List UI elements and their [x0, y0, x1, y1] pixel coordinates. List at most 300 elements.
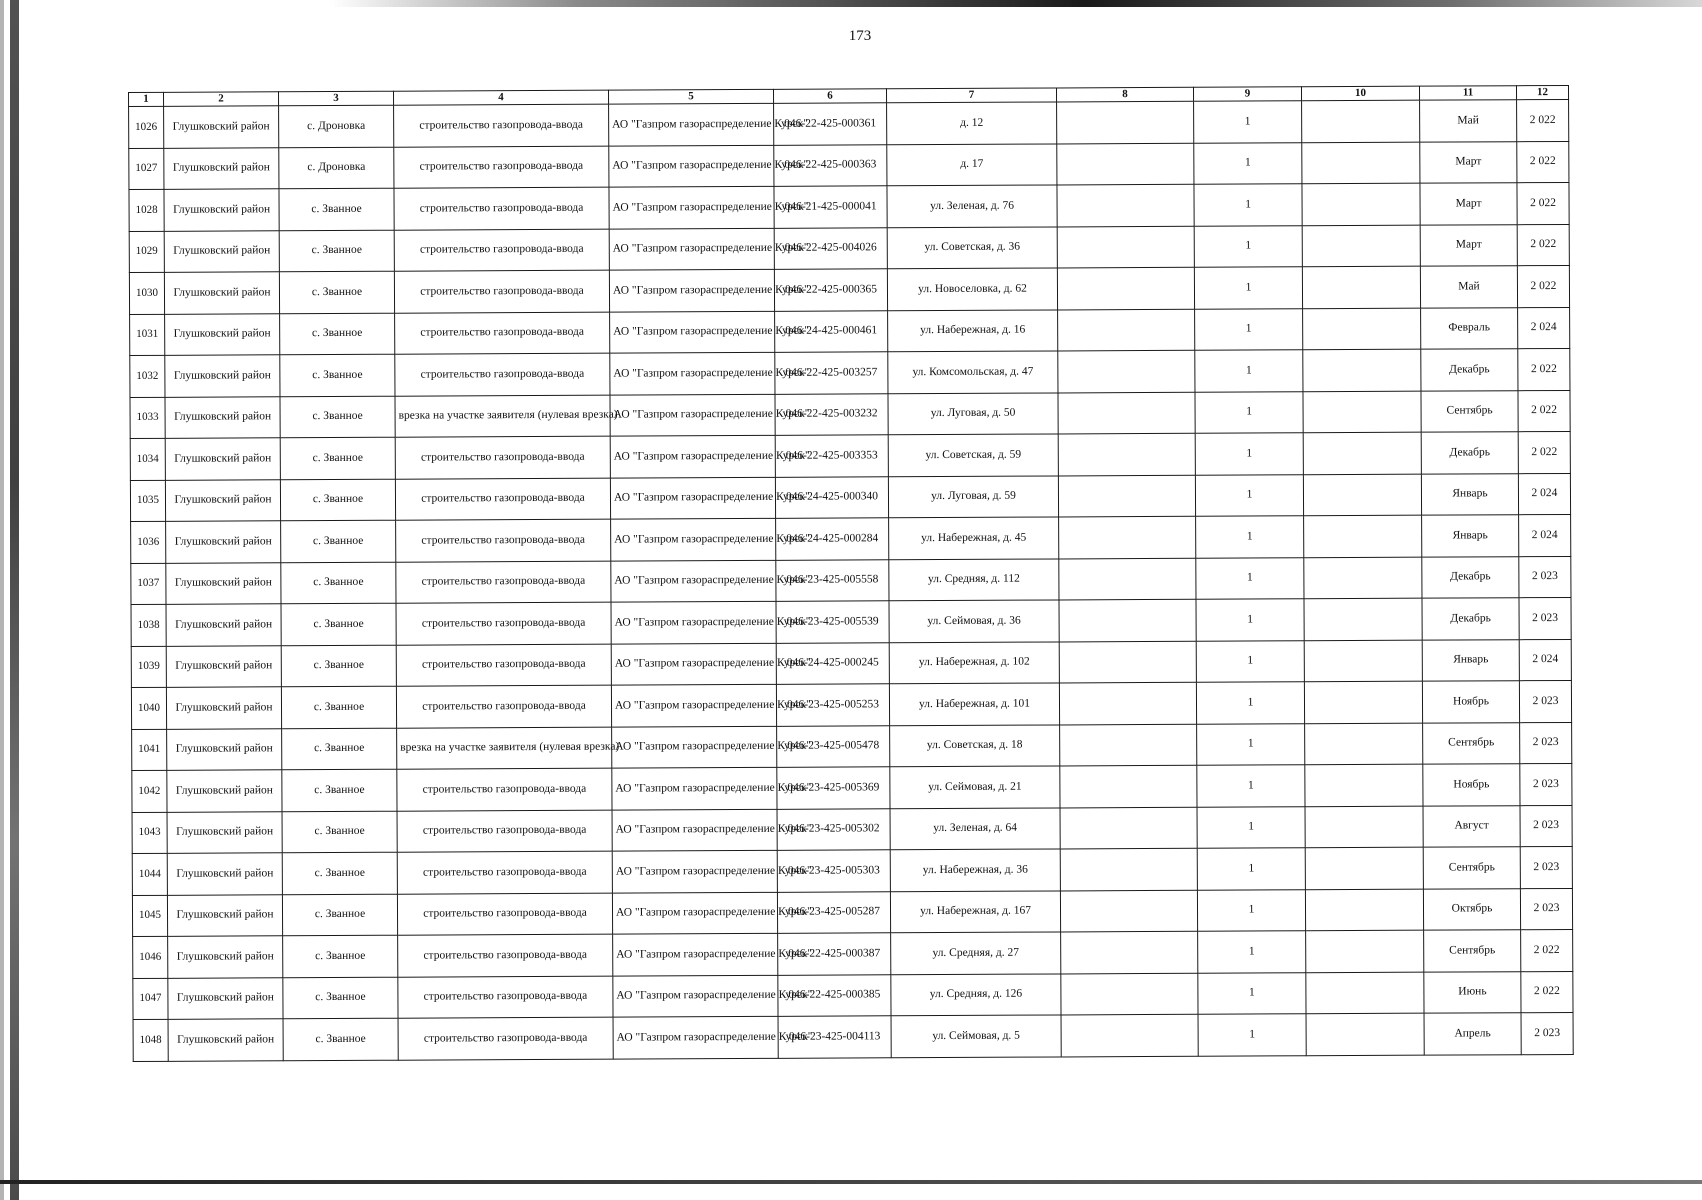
district-cell: Глушковский район	[168, 1019, 283, 1061]
district-cell: Глушковский район	[167, 811, 282, 853]
column-10-cell	[1305, 806, 1423, 848]
month-cell: Декабрь	[1422, 556, 1519, 598]
row-number-cell: 1027	[129, 148, 164, 190]
settlement-cell: с. Званное	[281, 686, 396, 728]
column-9-cell: 1	[1196, 557, 1304, 599]
column-9-cell: 1	[1195, 474, 1303, 516]
year-cell: 2 023	[1520, 763, 1572, 805]
column-9-cell: 1	[1195, 391, 1303, 433]
month-cell: Март	[1420, 141, 1517, 183]
row-number-cell: 1044	[132, 853, 167, 895]
year-cell: 2 024	[1519, 514, 1571, 556]
column-10-cell	[1303, 308, 1421, 350]
column-header: 9	[1193, 87, 1301, 102]
work-type-cell: строительство газопровода-ввода	[398, 934, 613, 977]
address-cell: ул. Набережная, д. 102	[889, 641, 1059, 683]
work-type-cell: строительство газопровода-ввода	[394, 270, 609, 313]
address-cell: ул. Набережная, д. 101	[889, 683, 1059, 725]
work-type-cell: строительство газопровода-ввода	[395, 436, 610, 479]
work-type-cell: строительство газопровода-ввода	[394, 229, 609, 272]
district-cell: Глушковский район	[166, 604, 281, 646]
month-cell: Июнь	[1424, 971, 1521, 1013]
work-type-cell: строительство газопровода-ввода	[395, 353, 610, 396]
month-cell: Май	[1420, 266, 1517, 308]
column-9-cell: 1	[1196, 640, 1304, 682]
table-row	[130, 473, 1570, 522]
column-8-cell	[1058, 392, 1195, 434]
work-type-cell: строительство газопровода-ввода	[396, 685, 611, 728]
column-10-cell	[1305, 723, 1423, 765]
organization-cell: АО "Газпром газораспределение Курск"	[609, 228, 774, 270]
column-9-cell: 1	[1197, 723, 1305, 765]
table-row	[132, 763, 1572, 812]
district-cell: Глушковский район	[165, 396, 280, 438]
year-cell: 2 023	[1519, 556, 1571, 598]
column-8-cell	[1058, 475, 1195, 517]
column-9-cell: 1	[1197, 889, 1305, 931]
organization-cell: АО "Газпром газораспределение Курск"	[612, 767, 777, 809]
scan-edge-left	[10, 0, 19, 1200]
work-type-cell: врезка на участке заявителя (нулевая врезка)	[395, 395, 610, 438]
year-cell: 2 023	[1520, 846, 1572, 888]
application-code-cell: 046-22-425-000385	[778, 974, 891, 1016]
district-cell: Глушковский район	[167, 894, 282, 936]
table-row	[131, 597, 1571, 646]
row-number-cell: 1043	[132, 812, 167, 854]
district-cell: Глушковский район	[167, 728, 282, 770]
work-type-cell: врезка на участке заявителя (нулевая врезка)	[397, 727, 612, 770]
work-type-cell: строительство газопровода-ввода	[396, 602, 611, 645]
organization-cell: АО "Газпром газораспределение Курск"	[609, 186, 774, 228]
column-9-cell: 1	[1195, 433, 1303, 475]
organization-cell: АО "Газпром газораспределение Курск"	[610, 477, 775, 519]
column-9-cell: 1	[1197, 848, 1305, 890]
column-10-cell	[1305, 847, 1423, 889]
application-code-cell: 046-21-425-000041	[774, 186, 887, 228]
year-cell: 2 022	[1518, 390, 1570, 432]
column-8-cell	[1059, 682, 1196, 724]
month-cell: Январь	[1422, 515, 1519, 557]
column-8-cell	[1057, 267, 1194, 309]
table-row	[131, 556, 1571, 605]
year-cell: 2 022	[1517, 99, 1569, 141]
work-type-cell: строительство газопровода-ввода	[397, 768, 612, 811]
month-cell: Декабрь	[1421, 432, 1518, 474]
district-cell: Глушковский район	[166, 521, 281, 563]
district-cell: Глушковский район	[168, 977, 283, 1019]
year-cell: 2 023	[1520, 805, 1572, 847]
row-number-cell: 1040	[131, 687, 166, 729]
row-number-cell: 1041	[132, 729, 167, 771]
column-8-cell	[1059, 641, 1196, 683]
month-cell: Январь	[1422, 639, 1519, 681]
organization-cell: АО "Газпром газораспределение Курск"	[611, 643, 776, 685]
address-cell: ул. Комсомольская, д. 47	[888, 351, 1058, 393]
column-8-cell	[1061, 931, 1198, 973]
application-code-cell: 046-23-425-005478	[777, 725, 890, 767]
column-9-cell: 1	[1196, 516, 1304, 558]
settlement-cell: с. Званное	[282, 852, 397, 894]
year-cell: 2 024	[1519, 639, 1571, 681]
column-10-cell	[1304, 681, 1422, 723]
settlement-cell: с. Дроновка	[279, 105, 394, 147]
column-header: 3	[279, 91, 394, 106]
work-type-cell: строительство газопровода-ввода	[398, 976, 613, 1019]
application-code-cell: 046-22-425-000361	[774, 103, 887, 145]
column-10-cell	[1305, 764, 1423, 806]
row-number-cell: 1028	[129, 189, 164, 231]
application-code-cell: 046-23-425-004113	[778, 1016, 891, 1058]
column-9-cell: 1	[1198, 1014, 1306, 1056]
organization-cell: АО "Газпром газораспределение Курск"	[611, 684, 776, 726]
organization-cell: АО "Газпром газораспределение Курск"	[611, 518, 776, 560]
district-cell: Глушковский район	[168, 936, 283, 978]
organization-cell: АО "Газпром газораспределение Курск"	[612, 850, 777, 892]
table-row	[133, 929, 1573, 978]
application-code-cell: 046-22-425-003232	[775, 393, 888, 435]
district-cell: Глушковский район	[165, 313, 280, 355]
row-number-cell: 1031	[130, 314, 165, 356]
scan-edge-bottom	[0, 1180, 1702, 1184]
column-8-cell	[1057, 101, 1194, 143]
work-type-cell: строительство газопровода-ввода	[397, 893, 612, 936]
year-cell: 2 022	[1521, 929, 1573, 971]
address-cell: ул. Советская, д. 59	[888, 434, 1058, 476]
work-type-cell: строительство газопровода-ввода	[397, 810, 612, 853]
column-9-cell: 1	[1194, 225, 1302, 267]
address-cell: ул. Сеймовая, д. 21	[890, 766, 1060, 808]
district-cell: Глушковский район	[165, 355, 280, 397]
row-number-cell: 1033	[130, 397, 165, 439]
address-cell: ул. Набережная, д. 16	[888, 309, 1058, 351]
column-8-cell	[1061, 1014, 1198, 1056]
settlement-cell: с. Званное	[283, 935, 398, 977]
application-code-cell: 046-23-425-005539	[776, 601, 889, 643]
table-row	[130, 431, 1570, 480]
column-10-cell	[1303, 391, 1421, 433]
scan-edge-left-outer	[0, 0, 4, 1200]
column-10-cell	[1302, 183, 1420, 225]
document-table	[128, 85, 1574, 1062]
settlement-cell: с. Званное	[281, 520, 396, 562]
year-cell: 2 022	[1521, 971, 1573, 1013]
settlement-cell: с. Званное	[279, 271, 394, 313]
organization-cell: АО "Газпром газораспределение Курск"	[612, 809, 777, 851]
application-code-cell: 046-22-425-004026	[774, 227, 887, 269]
column-9-cell: 1	[1198, 972, 1306, 1014]
table-row	[132, 805, 1572, 854]
row-number-cell: 1048	[133, 1019, 168, 1061]
settlement-cell: с. Званное	[279, 230, 394, 272]
column-8-cell	[1058, 309, 1195, 351]
table-row	[133, 971, 1573, 1020]
table-row	[129, 265, 1569, 314]
table-row	[131, 514, 1571, 563]
column-9-cell: 1	[1196, 599, 1304, 641]
application-code-cell: 046-23-425-005253	[776, 684, 889, 726]
address-cell: д. 12	[887, 102, 1057, 144]
district-cell: Глушковский район	[166, 687, 281, 729]
column-9-cell: 1	[1194, 101, 1302, 143]
district-cell: Глушковский район	[165, 479, 280, 521]
row-number-cell: 1039	[131, 646, 166, 688]
row-number-cell: 1030	[129, 272, 164, 314]
year-cell: 2 023	[1519, 680, 1571, 722]
settlement-cell: с. Званное	[283, 977, 398, 1019]
address-cell: ул. Сеймовая, д. 36	[889, 600, 1059, 642]
column-10-cell	[1305, 889, 1423, 931]
column-8-cell	[1057, 226, 1194, 268]
table-row	[129, 99, 1569, 148]
address-cell: ул. Набережная, д. 36	[890, 849, 1060, 891]
year-cell: 2 023	[1519, 597, 1571, 639]
table-row	[130, 348, 1570, 397]
district-cell: Глушковский район	[167, 853, 282, 895]
column-8-cell	[1059, 516, 1196, 558]
district-cell: Глушковский район	[167, 770, 282, 812]
work-type-cell: строительство газопровода-ввода	[396, 644, 611, 687]
month-cell: Март	[1420, 224, 1517, 266]
settlement-cell: с. Званное	[282, 811, 397, 853]
month-cell: Ноябрь	[1422, 681, 1519, 723]
application-code-cell: 046-22-425-003257	[775, 352, 888, 394]
table-row	[133, 1012, 1573, 1061]
column-8-cell	[1058, 433, 1195, 475]
column-header: 12	[1516, 85, 1568, 99]
table-row	[130, 307, 1570, 356]
column-9-cell: 1	[1194, 142, 1302, 184]
month-cell: Сентябрь	[1423, 847, 1520, 889]
settlement-cell: с. Званное	[281, 562, 396, 604]
row-number-cell: 1045	[132, 895, 167, 937]
application-code-cell: 046-24-425-000340	[775, 476, 888, 518]
month-cell: Апрель	[1424, 1013, 1521, 1055]
application-code-cell: 046-22-425-000387	[778, 933, 891, 975]
table-body	[129, 99, 1574, 1061]
column-10-cell	[1306, 930, 1424, 972]
column-10-cell	[1304, 640, 1422, 682]
month-cell: Сентябрь	[1423, 722, 1520, 764]
address-cell: ул. Советская, д. 36	[887, 226, 1057, 268]
month-cell: Октябрь	[1423, 888, 1520, 930]
organization-cell: АО "Газпром газораспределение Курск"	[609, 145, 774, 187]
work-type-cell: строительство газопровода-ввода	[394, 104, 609, 147]
table-row	[129, 224, 1569, 273]
organization-cell: АО "Газпром газораспределение Курск"	[611, 601, 776, 643]
column-header: 8	[1056, 87, 1193, 102]
table-row	[130, 390, 1570, 439]
work-type-cell: строительство газопровода-ввода	[395, 478, 610, 521]
column-header: 1	[129, 92, 164, 106]
year-cell: 2 022	[1518, 348, 1570, 390]
column-9-cell: 1	[1196, 682, 1304, 724]
year-cell: 2 022	[1517, 265, 1569, 307]
column-8-cell	[1059, 558, 1196, 600]
column-header: 7	[886, 88, 1056, 103]
column-10-cell	[1304, 598, 1422, 640]
column-8-cell	[1059, 599, 1196, 641]
column-10-cell	[1303, 349, 1421, 391]
address-cell: ул. Набережная, д. 45	[889, 517, 1059, 559]
district-cell: Глушковский район	[166, 562, 281, 604]
column-10-cell	[1304, 557, 1422, 599]
year-cell: 2 023	[1520, 888, 1572, 930]
settlement-cell: с. Званное	[281, 645, 396, 687]
organization-cell: АО "Газпром газораспределение Курск"	[610, 394, 775, 436]
month-cell: Сентябрь	[1424, 930, 1521, 972]
column-10-cell	[1302, 142, 1420, 184]
month-cell: Ноябрь	[1423, 764, 1520, 806]
address-cell: ул. Луговая, д. 50	[888, 392, 1058, 434]
organization-cell: АО "Газпром газораспределение Курск"	[609, 103, 774, 145]
work-type-cell: строительство газопровода-ввода	[394, 187, 609, 230]
work-type-cell: строительство газопровода-ввода	[396, 561, 611, 604]
district-cell: Глушковский район	[164, 230, 279, 272]
column-8-cell	[1060, 765, 1197, 807]
address-cell: ул. Средняя, д. 27	[891, 932, 1061, 974]
organization-cell: АО "Газпром газораспределение Курск"	[613, 975, 778, 1017]
application-code-cell: 046-23-425-005369	[777, 767, 890, 809]
column-header: 11	[1419, 86, 1516, 100]
row-number-cell: 1026	[129, 106, 164, 148]
application-code-cell: 046-22-425-000365	[774, 269, 887, 311]
organization-cell: АО "Газпром газораспределение Курск"	[610, 352, 775, 394]
settlement-cell: с. Званное	[282, 894, 397, 936]
application-code-cell: 046-24-425-000245	[776, 642, 889, 684]
settlement-cell: с. Званное	[280, 354, 395, 396]
month-cell: Январь	[1421, 473, 1518, 515]
column-8-cell	[1060, 724, 1197, 766]
settlement-cell: с. Дроновка	[279, 147, 394, 189]
year-cell: 2 022	[1518, 431, 1570, 473]
year-cell: 2 022	[1517, 141, 1569, 183]
settlement-cell: с. Званное	[281, 603, 396, 645]
month-cell: Август	[1423, 805, 1520, 847]
district-cell: Глушковский район	[166, 645, 281, 687]
settlement-cell: с. Званное	[282, 728, 397, 770]
work-type-cell: строительство газопровода-ввода	[396, 519, 611, 562]
column-10-cell	[1302, 266, 1420, 308]
organization-cell: АО "Газпром газораспределение Курск"	[610, 435, 775, 477]
table-row	[132, 722, 1572, 771]
column-10-cell	[1303, 474, 1421, 516]
page-number: 173	[848, 28, 872, 44]
scan-edge-top	[330, 0, 1702, 7]
column-header: 5	[608, 89, 773, 104]
column-9-cell: 1	[1197, 806, 1305, 848]
column-header: 10	[1301, 86, 1419, 101]
row-number-cell: 1032	[130, 355, 165, 397]
application-code-cell: 046-23-425-005287	[777, 891, 890, 933]
district-cell: Глушковский район	[164, 189, 279, 231]
row-number-cell: 1038	[131, 604, 166, 646]
row-number-cell: 1037	[131, 563, 166, 605]
address-cell: ул. Луговая, д. 59	[888, 475, 1058, 517]
year-cell: 2 024	[1518, 473, 1570, 515]
address-cell: д. 17	[887, 143, 1057, 185]
column-8-cell	[1057, 184, 1194, 226]
application-code-cell: 046-22-425-003353	[775, 435, 888, 477]
application-code-cell: 046-24-425-000461	[775, 310, 888, 352]
year-cell: 2 022	[1517, 224, 1569, 266]
work-type-cell: строительство газопровода-ввода	[394, 146, 609, 189]
address-cell: ул. Средняя, д. 126	[891, 973, 1061, 1015]
district-cell: Глушковский район	[164, 272, 279, 314]
row-number-cell: 1047	[133, 978, 168, 1020]
table-row	[129, 141, 1569, 190]
column-8-cell	[1060, 807, 1197, 849]
month-cell: Сентябрь	[1421, 390, 1518, 432]
table-row	[129, 182, 1569, 231]
month-cell: Март	[1420, 183, 1517, 225]
month-cell: Май	[1420, 100, 1517, 142]
year-cell: 2 023	[1521, 1012, 1573, 1054]
column-10-cell	[1306, 1013, 1424, 1055]
column-9-cell: 1	[1195, 308, 1303, 350]
address-cell: ул. Сеймовая, д. 5	[891, 1015, 1061, 1057]
organization-cell: АО "Газпром газораспределение Курск"	[612, 726, 777, 768]
organization-cell: АО "Газпром газораспределение Курск"	[611, 560, 776, 602]
settlement-cell: с. Званное	[282, 769, 397, 811]
column-8-cell	[1057, 143, 1194, 185]
document-table-wrapper	[128, 85, 1573, 1062]
application-code-cell: 046-23-425-005558	[776, 559, 889, 601]
year-cell: 2 023	[1520, 722, 1572, 764]
column-header: 6	[773, 89, 886, 104]
application-code-cell: 046-22-425-000363	[774, 144, 887, 186]
table-row	[131, 639, 1571, 688]
row-number-cell: 1036	[131, 521, 166, 563]
column-10-cell	[1303, 432, 1421, 474]
row-number-cell: 1029	[129, 231, 164, 273]
column-header: 2	[164, 92, 279, 107]
column-9-cell: 1	[1194, 184, 1302, 226]
district-cell: Глушковский район	[165, 438, 280, 480]
settlement-cell: с. Званное	[280, 479, 395, 521]
settlement-cell: с. Званное	[280, 396, 395, 438]
address-cell: ул. Набережная, д. 167	[890, 890, 1060, 932]
column-9-cell: 1	[1198, 931, 1306, 973]
table-row	[132, 846, 1572, 895]
table-row	[131, 680, 1571, 729]
row-number-cell: 1034	[130, 438, 165, 480]
work-type-cell: строительство газопровода-ввода	[395, 312, 610, 355]
settlement-cell: с. Званное	[279, 188, 394, 230]
address-cell: ул. Зеленая, д. 76	[887, 185, 1057, 227]
address-cell: ул. Зеленая, д. 64	[890, 807, 1060, 849]
column-8-cell	[1060, 890, 1197, 932]
column-8-cell	[1058, 350, 1195, 392]
address-cell: ул. Советская, д. 18	[890, 724, 1060, 766]
column-10-cell	[1302, 225, 1420, 267]
column-9-cell: 1	[1197, 765, 1305, 807]
row-number-cell: 1046	[133, 936, 168, 978]
column-9-cell: 1	[1195, 350, 1303, 392]
row-number-cell: 1035	[130, 480, 165, 522]
year-cell: 2 022	[1517, 182, 1569, 224]
address-cell: ул. Новоселовка, д. 62	[887, 268, 1057, 310]
work-type-cell: строительство газопровода-ввода	[397, 851, 612, 894]
application-code-cell: 046-23-425-005302	[777, 808, 890, 850]
row-number-cell: 1042	[132, 770, 167, 812]
application-code-cell: 046-24-425-000284	[776, 518, 889, 560]
column-10-cell	[1306, 972, 1424, 1014]
column-header: 4	[393, 90, 608, 105]
year-cell: 2 024	[1518, 307, 1570, 349]
month-cell: Декабрь	[1422, 598, 1519, 640]
work-type-cell: строительство газопровода-ввода	[398, 1017, 613, 1060]
settlement-cell: с. Званное	[283, 1018, 398, 1060]
